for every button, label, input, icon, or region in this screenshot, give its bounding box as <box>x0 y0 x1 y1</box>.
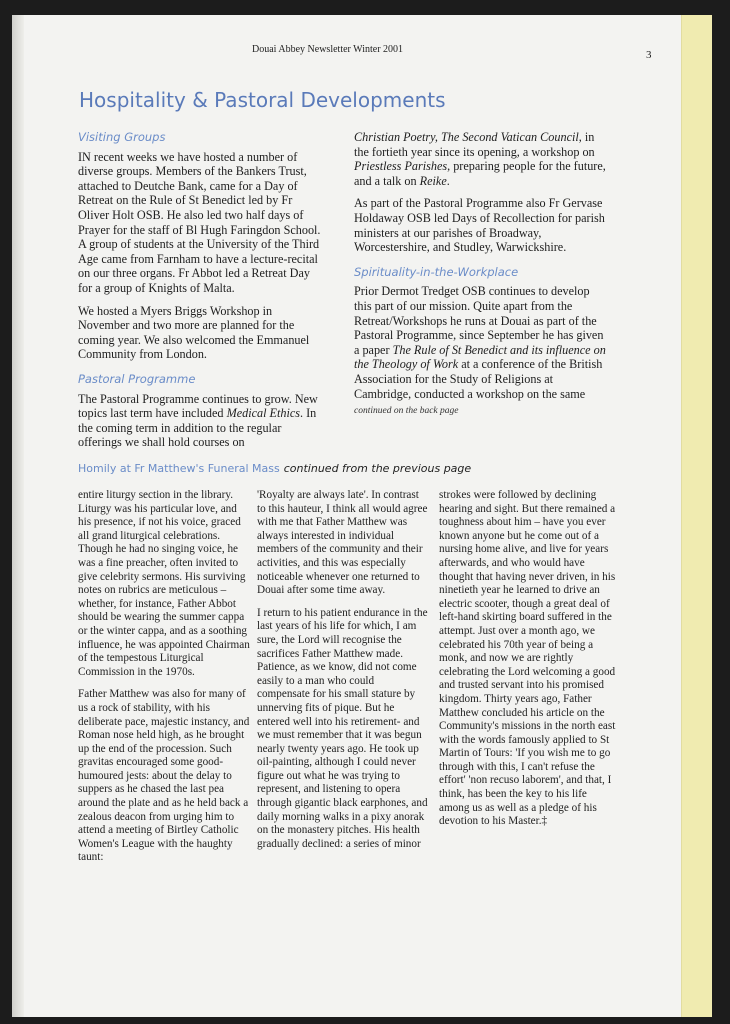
homily-col3-paragraph-1: strokes were followed by declining hearing and sight. But there remained a toughness about him – have you ever known anyone but he come out of a nursing home alive, and live for years afterwards, and who would have thought that having never driven, in his ninetieth year he learned to drive an electric scooter, though a great deal of left-hand skirting board suffered in the attempt. Just over a month ago, we celebrated his 70th year of being a monk, and now we are rightly celebrating the Lord welcoming a good and trusted servant into his promised kingdom. Thirty years ago, Father Matthew concluded his article on the Community's missions in the north east with the words famously applied to St Martin of Tours: 'If you wish me to go through with this, I can't refuse the effort' 'non recuso laborem', and that, I think, has been the key to his life among us as well as a pledge of his devotion to his Master.‡ <box>439 489 616 828</box>
homily-col2-paragraph-1: 'Royalty are always late'. In contrast to this hauteur, I think all would agree with me that Father Matthew was always interested in individual members of the community and their activities, and this was especially noticeable whenever one returned to Douai after some time away. <box>257 489 428 597</box>
homily-col1-paragraph-1: entire liturgy section in the library. Liturgy was his particular love, and his presence, if not his voice, graced all grand liturgical celebrations. Though he had no singing voice, he was a fine preacher, often invited to give celebrity sermons. His surviving notes on rubrics are meticulous – whether, for instance, Father Abbot should be wearing the summer cappa or the winter cappa, and as a soothing influence, he was appointed Chairman of the tempestous Liturgical Commission in the 1970s. <box>78 489 250 678</box>
pastoral-programme-heading: Pastoral Programme <box>78 371 196 386</box>
continued-from-previous-note: continued from the previous page <box>283 462 472 475</box>
pastoral-programme-paragraph: The Pastoral Programme continues to grow. New topics last term have included Medical Ethics. In the coming term in addition to the regular offerings we shall hold courses on <box>78 391 318 450</box>
running-header: Douai Abbey Newsletter Winter 2001 <box>252 44 404 55</box>
visiting-groups-paragraph-2: We hosted a Myers Briggs Workshop in November and two more are planned for the coming year. We also welcomed the Emmanuel Community from London. <box>78 303 310 362</box>
article-title: Hospitality & Pastoral Developments <box>79 88 446 112</box>
homily-heading: Homily at Fr Matthew's Funeral Mass continued from the previous page <box>78 462 472 475</box>
homily-col2-paragraph-2: I return to his patient endurance in the last years of his life for which, I am sure, the Lord will recognise the sacrifices Father Matthew made. Patience, as we know, did not come easily to a man who could compensate for his small stature by unnerving fits of pique. But he entered well into his retirement- and we must remember that it was begun nearly twenty years ago. He took up oil-painting, although I could never figure out what he was trying to represent, and listening to opera through gigantic black earphones, and daily morning walks in a pixy anorak on the monastery pitches. His health gradually declined: a series of minor <box>257 606 428 850</box>
homily-column-2 <box>257 489 429 860</box>
yellow-page-tab <box>681 15 712 1017</box>
continued-on-back-note: continued on the back page <box>354 406 459 417</box>
recollection-paragraph: As part of the Pastoral Programme also Fr Gervase Holdaway OSB led Days of Recollection for parish ministers at our parishes of Broadway, Worcestershire, and Studley, Warwickshire. <box>354 196 605 255</box>
homily-col1-paragraph-2: Father Matthew was also for many of us a rock of stability, with his deliberate pace, majestic instancy, and Roman nose held high, as he brought up the end of the procession. Such gravitas encouraged some good-humoured jests: about the delay to suppers as he chased the last pea around the plate and as he held back a zealous deacon from urging him to attend a meeting of Birtley Catholic Women's League with the haughty taunt: <box>78 688 250 864</box>
workplace-paragraph: Prior Dermot Tredget OSB continues to develop this part of our mission. Quite apart from the Retreat/Workshops he runs at Douai as part of the Pastoral Programme, since September he has given a paper The Rule of St Benedict and its influence on the Theology of Work at a conference of the British Association for the Study of Religions at Cambridge, conducted a workshop on the same <box>354 284 606 401</box>
newsletter-page <box>12 15 712 1017</box>
homily-column-1 <box>78 489 250 874</box>
courses-paragraph: Christian Poetry, The Second Vatican Council, in the fortieth year since its opening, a workshop on Priestless Parishes, preparing people for the future, and a talk on Reike. <box>354 130 606 188</box>
visiting-groups-heading: Visiting Groups <box>78 130 166 144</box>
page-number: 3 <box>646 49 652 61</box>
article-column-1 <box>78 130 324 458</box>
workplace-heading: Spirituality-in-the-Workplace <box>354 264 519 279</box>
page-spine <box>12 15 24 1017</box>
homily-column-3 <box>439 489 617 838</box>
article-column-2 <box>354 130 610 427</box>
visiting-groups-paragraph-1: IN recent weeks we have hosted a number of diverse groups. Members of the Bankers Trust, attached to Deutche Bank, came for a Day of Retreat on the Rule of St Benedict led by Fr Oliver Holt OSB. He also led two half days of Prayer for the staff of Bl Hugh Faringdon School. A group of students at the University of the Third Age came from Farnham to have a lecture-recital on our three organs. Fr Abbot led a Retreat Day for a group of Knights of Malta. <box>78 149 321 295</box>
